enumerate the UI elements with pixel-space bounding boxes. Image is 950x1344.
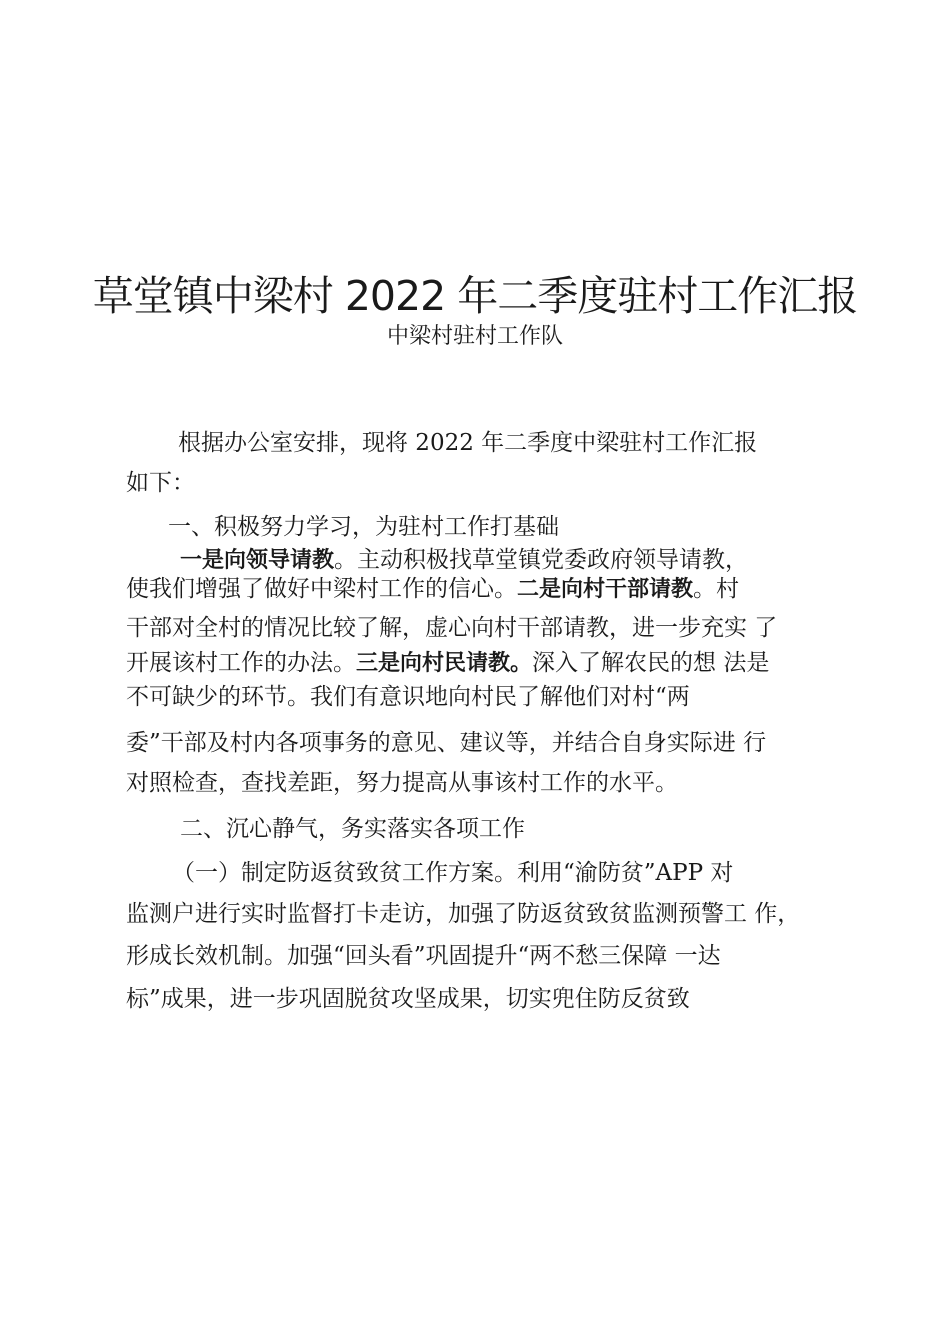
paragraph-line: 干部对全村的情况比较了解，虚心向村干部请教，进一步充实 了 (126, 615, 778, 641)
section-heading-1: 一、积极努力学习，为驻村工作打基础 (168, 514, 559, 540)
paragraph-line (126, 646, 769, 681)
bold-phrase: 一是向领导请教 (180, 548, 335, 573)
text-run: 。主动积极找草堂镇党委政府领导请教， (334, 547, 749, 573)
paragraph-line: 监测户进行实时监督打卡走访，加强了防返贫致贫监测预警工 作， (126, 901, 801, 927)
text-run: 。村 (693, 576, 740, 602)
paragraph-line: （一）制定防返贫致贫工作方案。利用“渝防贫”APP 对 (172, 860, 734, 886)
paragraph-line: 不可缺少的环节。我们有意识地向村民了解他们对村“两 (126, 684, 690, 710)
text-run: 使我们增强了做好中梁村工作的信心。 (126, 576, 517, 602)
bold-phrase: 三是向村民请教。 (356, 651, 533, 676)
document-subtitle: 中梁村驻村工作队 (386, 324, 563, 349)
paragraph-line (126, 572, 739, 607)
document-title: 草堂镇中梁村 2022 年二季度驻村工作汇报 (92, 272, 858, 320)
intro-line: 如下： (126, 470, 195, 496)
paragraph-line: 标”成果，进一步巩固脱贫攻坚成果，切实兜住防反贫致 (126, 986, 690, 1012)
paragraph-line: 对照检查，查找差距，努力提高从事该村工作的水平。 (126, 770, 678, 796)
paragraph-line: 委”干部及村内各项事务的意见、建议等，并结合自身实际进 行 (126, 730, 767, 756)
text-run: 深入了解农民的想 法是 (532, 650, 770, 676)
intro-line: 根据办公室安排，现将 2022 年二季度中梁驻村工作汇报 (178, 430, 758, 456)
text-run: 开展该村工作的办法。 (126, 650, 356, 676)
section-heading-2: 二、沉心静气，务实落实各项工作 (180, 816, 525, 842)
paragraph-line: 形成长效机制。加强“回头看”巩固提升“两不愁三保障 一达 (126, 943, 721, 969)
bold-phrase: 二是向村干部请教 (517, 577, 694, 602)
